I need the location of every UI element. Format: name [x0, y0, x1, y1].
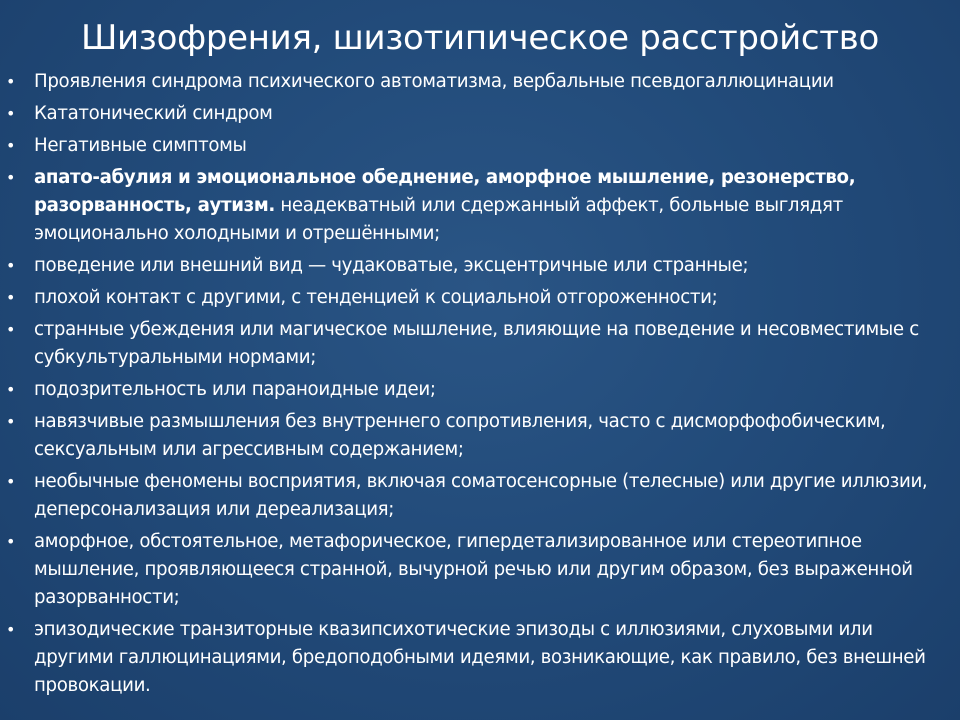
bullet-icon: •	[6, 168, 16, 187]
slide-title: Шизофрения, шизотипическое расстройство	[80, 18, 880, 58]
list-item-text: аморфное, обстоятельное, метафорическое, гипердетализированное или стереотипное мышление, проявляющееся странной, вычурной речью или другим образом, без выраженной разорванности;	[34, 531, 913, 608]
list-item-text: подозрительность или параноидные идеи;	[34, 379, 436, 400]
list-item	[0, 164, 952, 248]
list-item-text: навязчивые размышления без внутреннего сопротивления, часто с дисморфофобическим, сексуальным или агрессивным содержанием;	[34, 411, 886, 460]
list-item	[0, 284, 952, 312]
list-item-text: Кататонический синдром	[34, 103, 273, 124]
list-item	[0, 68, 952, 96]
list-item	[0, 528, 952, 612]
bullet-icon: •	[6, 472, 16, 491]
list-item	[0, 132, 952, 160]
list-item-text: эпизодические транзиторные квазипсихотические эпизоды с иллюзиями, слуховыми или другими галлюцинациями, бредоподобными идеями, возникающие, как правило, без внешней провокации.	[34, 619, 926, 696]
bullet-icon: •	[6, 256, 16, 275]
list-item	[0, 100, 952, 128]
list-item-text: неадекватный или сдержанный аффект, больные выглядят эмоционально холодными и отрешёнными;	[34, 195, 843, 244]
list-item	[0, 468, 952, 524]
bullet-list	[0, 68, 952, 700]
list-item	[0, 616, 952, 700]
bullet-icon: •	[6, 320, 16, 339]
list-item-text: странные убеждения или магическое мышление, влияющие на поведение и несовместимые с субкультуральными нормами;	[34, 319, 919, 368]
list-item-text: Проявления синдрома психического автоматизма, вербальные псевдогаллюцинации	[34, 71, 834, 92]
bullet-icon: •	[6, 620, 16, 639]
list-item-text: необычные феномены восприятия, включая соматосенсорные (телесные) или другие иллюзии, деперсонализация или дереализация;	[34, 471, 928, 520]
bullet-icon: •	[6, 412, 16, 431]
bullet-icon: •	[6, 532, 16, 551]
bullet-icon: •	[6, 72, 16, 91]
list-item-text: Негативные симптомы	[34, 135, 247, 156]
list-item	[0, 252, 952, 280]
list-item	[0, 316, 952, 372]
bullet-icon: •	[6, 288, 16, 307]
list-item-text: плохой контакт с другими, с тенденцией к социальной отгороженности;	[34, 287, 718, 308]
list-item	[0, 408, 952, 464]
list-item	[0, 376, 952, 404]
bullet-icon: •	[6, 136, 16, 155]
list-item-bold-text: апато-абулия и эмоциональное обеднение, аморфное мышление, резонерство, разорванность, аутизм.	[34, 167, 856, 216]
list-item-text: поведение или внешний вид — чудаковатые, эксцентричные или странные;	[34, 255, 749, 276]
bullet-icon: •	[6, 380, 16, 399]
bullet-icon: •	[6, 104, 16, 123]
